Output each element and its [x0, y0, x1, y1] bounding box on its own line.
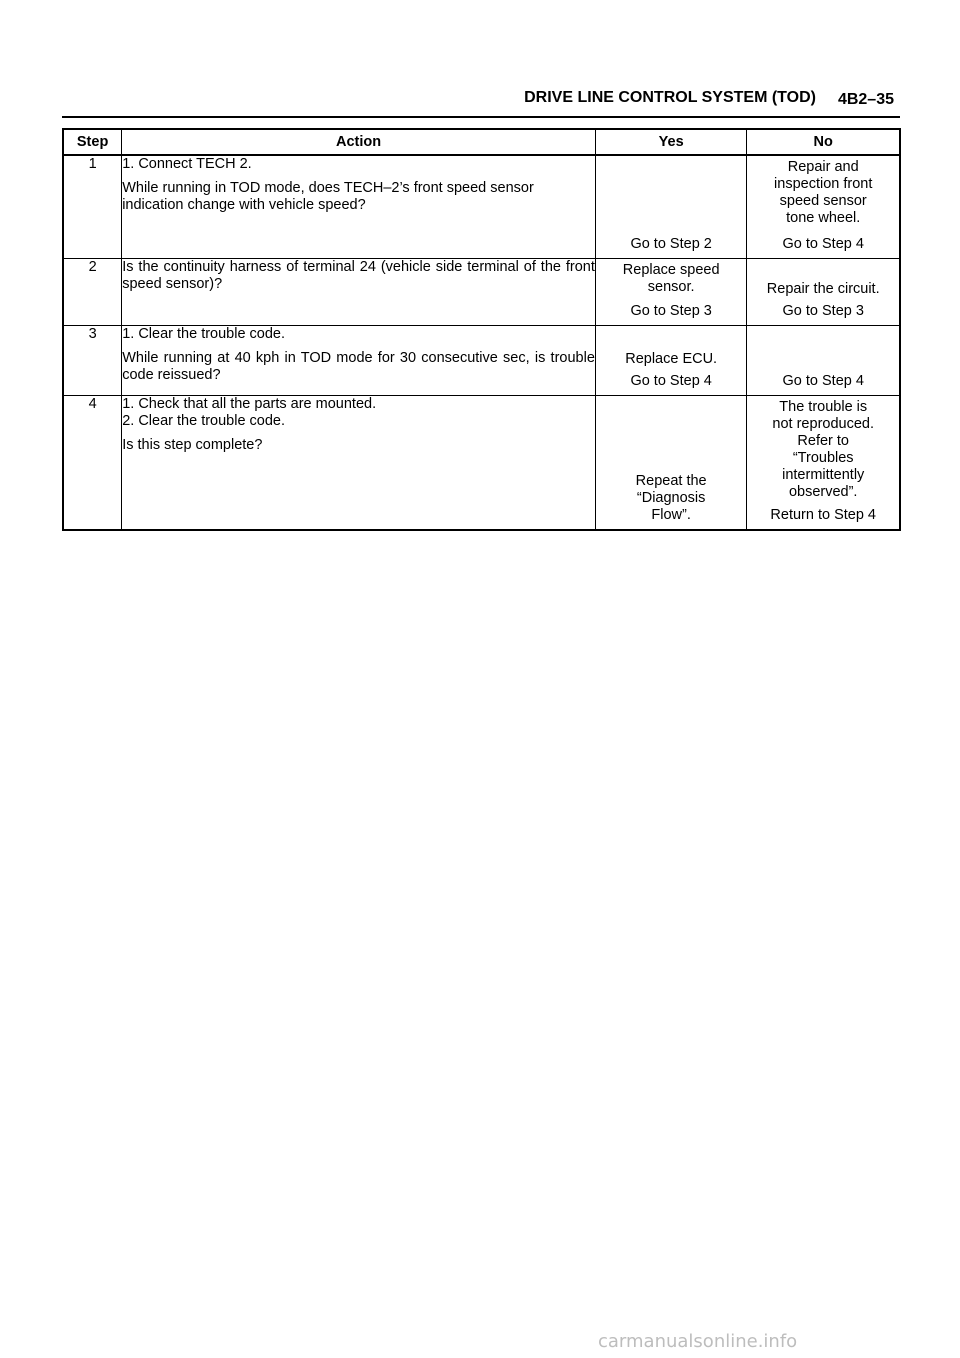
- table-row: [63, 326, 900, 396]
- column-header-action: Action: [122, 129, 596, 155]
- column-header-no: No: [747, 129, 900, 155]
- yes-cell: [595, 326, 747, 396]
- step-number: 2: [63, 259, 122, 326]
- table-row: [63, 396, 900, 531]
- action-cell: [122, 396, 596, 531]
- yes-goto: Go to Step 3: [630, 303, 712, 319]
- table-row: [63, 259, 900, 326]
- page-number: 4B2–35: [837, 91, 894, 108]
- no-instruction: Repair and inspection front speed sensor tone wheel.: [774, 159, 873, 226]
- action-list-item: 2. Clear the trouble code.: [122, 413, 286, 429]
- yes-cell: [595, 155, 747, 259]
- action-cell: [122, 155, 596, 259]
- no-goto: Return to Step 4: [770, 507, 876, 523]
- action-question: While running at 40 kph in TOD mode for 30 consecutive sec, is trouble code reissued?: [122, 350, 595, 383]
- action-list-item: 1. Connect TECH 2.: [122, 156, 252, 172]
- diagnosis-table: [62, 128, 901, 531]
- table-row: [63, 155, 900, 259]
- action-list-item: 1. Check that all the parts are mounted.: [122, 396, 377, 412]
- no-goto: Go to Step 4: [782, 373, 864, 389]
- yes-goto: Go to Step 4: [630, 373, 712, 389]
- yes-goto: Go to Step 2: [630, 236, 712, 252]
- no-cell: [747, 155, 900, 259]
- action-cell: [122, 326, 596, 396]
- no-instruction: Repair the circuit.: [766, 281, 880, 297]
- action-cell: [122, 259, 596, 326]
- column-header-step: Step: [63, 129, 122, 155]
- no-instruction: The trouble is not reproduced. Refer to “Troubles intermittently observed”.: [772, 399, 874, 500]
- no-cell: [747, 396, 900, 531]
- step-number: 3: [63, 326, 122, 396]
- action-list-item: 1. Clear the trouble code.: [122, 326, 286, 342]
- action-question: Is this step complete?: [122, 437, 263, 453]
- table-header-row: [63, 129, 900, 155]
- action-question: Is the continuity harness of terminal 24 (vehicle side terminal of the front speed sensor)?: [122, 259, 595, 292]
- yes-instruction: Replace speed sensor.: [622, 262, 720, 295]
- step-number: 1: [63, 155, 122, 259]
- column-header-yes: Yes: [595, 129, 747, 155]
- yes-cell: [595, 396, 747, 531]
- no-goto: Go to Step 3: [782, 303, 864, 319]
- action-question: While running in TOD mode, does TECH–2’s front speed sensor indication change with vehicle speed?: [122, 180, 534, 213]
- no-cell: [747, 326, 900, 396]
- step-number: 4: [63, 396, 122, 531]
- page-header: [62, 88, 900, 118]
- yes-cell: [595, 259, 747, 326]
- no-goto: Go to Step 4: [782, 236, 864, 252]
- watermark: carmanualsonline.info: [598, 1331, 798, 1352]
- no-cell: [747, 259, 900, 326]
- section-title: DRIVE LINE CONTROL SYSTEM (TOD): [524, 89, 816, 106]
- yes-instruction: Repeat the “Diagnosis Flow”.: [635, 473, 707, 523]
- yes-instruction: Replace ECU.: [625, 351, 718, 367]
